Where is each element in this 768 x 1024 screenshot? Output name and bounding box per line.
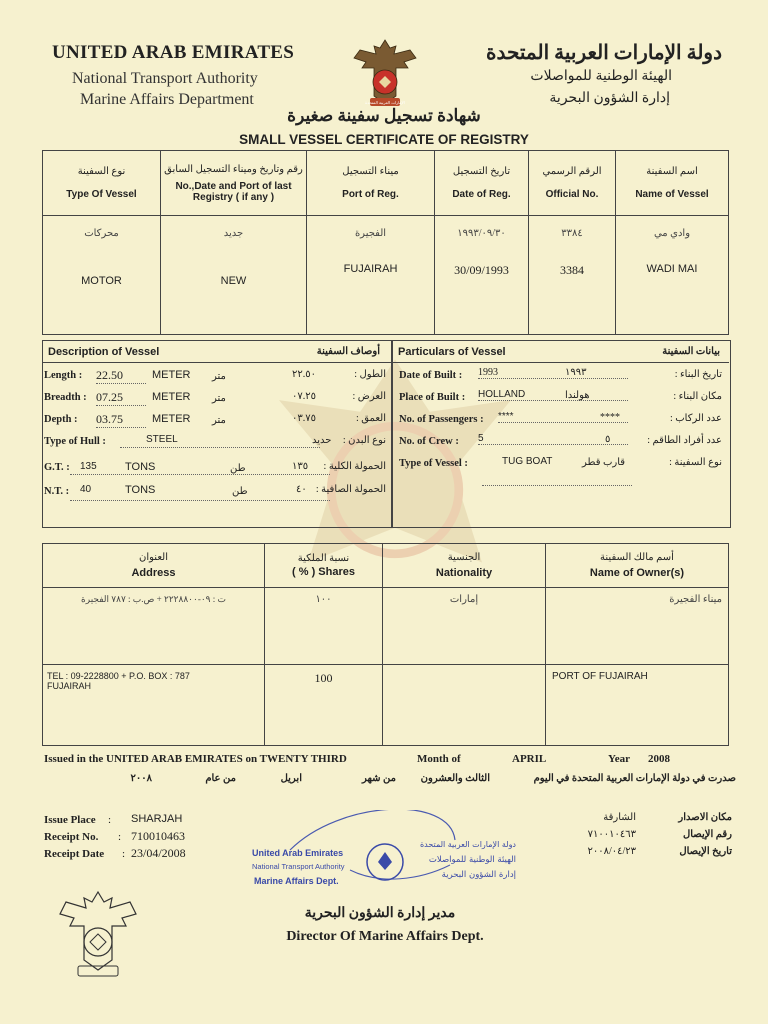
col-header-en: Name of Vessel bbox=[635, 189, 709, 200]
issue-place-value: SHARJAH bbox=[131, 813, 183, 825]
issued-day-ar: الثالث والعشرون bbox=[420, 773, 490, 784]
issued-month: APRIL bbox=[512, 753, 547, 765]
col-header-en: Type Of Vessel bbox=[66, 189, 137, 200]
owner-share-value: 100 bbox=[314, 671, 333, 685]
stamp-ar-line1: دولة الإمارات العربية المتحدة bbox=[419, 840, 516, 849]
gt-label: G.T. : bbox=[44, 462, 70, 473]
director-title-en: Director Of Marine Affairs Dept. bbox=[286, 929, 484, 944]
depth-label-ar: العمق : bbox=[355, 413, 386, 424]
issued-year-ar: ٢٠٠٨ bbox=[130, 773, 152, 784]
receipt-date-value-ar: ٢٠٠٨/٠٤/٢٣ bbox=[587, 846, 636, 857]
owners-col-ar: الجنسية bbox=[447, 552, 481, 563]
hull-dotted-line bbox=[120, 447, 320, 448]
receipt-date-label-ar: تاريخ الإيصال bbox=[679, 846, 732, 857]
owners-col-en: ( % ) Shares bbox=[292, 566, 355, 578]
issued-year-label-ar: من عام bbox=[205, 773, 236, 784]
crew-value: 5 bbox=[478, 433, 628, 445]
stamp-en-line1: United Arab Emirates bbox=[252, 848, 344, 858]
crew-label: No. of Crew : bbox=[399, 436, 459, 447]
registry-table bbox=[42, 150, 729, 335]
description-title-en: Description of Vessel bbox=[48, 346, 160, 358]
breadth-value-ar: ٠٧.٢٥ bbox=[292, 391, 316, 402]
owner-share-ar: ١٠٠ bbox=[315, 594, 332, 605]
built-place-label: Place of Built : bbox=[399, 392, 466, 403]
passengers-label: No. of Passengers : bbox=[399, 414, 484, 425]
nt-unit-ar: طن bbox=[232, 486, 248, 497]
gt-value: 135 bbox=[80, 461, 97, 472]
nt-value-ar: ٤٠ bbox=[296, 484, 307, 495]
director-title-ar: مدير إدارة الشؤون البحرية bbox=[304, 906, 456, 921]
depth-unit: METER bbox=[152, 413, 191, 425]
owners-col-ar: أسم مالك السفينة bbox=[600, 552, 674, 563]
built-place-label-ar: مكان البناء : bbox=[673, 391, 722, 402]
col-header-ar: اسم السفينة bbox=[646, 166, 698, 177]
issue-place-colon: : bbox=[108, 814, 112, 826]
passengers-value: **** bbox=[498, 411, 628, 423]
owner-nationality-ar: إمارات bbox=[449, 594, 479, 605]
nt-label-ar: الحمولة الصافية : bbox=[315, 484, 386, 495]
particulars-title-ar: بيانات السفينة bbox=[662, 346, 720, 357]
official-stamp-icon bbox=[250, 810, 520, 890]
hull-value: STEEL bbox=[146, 434, 178, 445]
gt-dotted-line bbox=[70, 474, 330, 475]
issue-place-value-ar: الشارقة bbox=[603, 812, 636, 823]
length-value-ar: ٢٢.٥٠ bbox=[292, 369, 316, 380]
official-no-value: 3384 bbox=[560, 263, 584, 277]
length-label: Length : bbox=[44, 370, 83, 381]
depth-value: 03.75 bbox=[96, 412, 146, 428]
vessel-type-particular: TUG BOAT bbox=[502, 456, 553, 467]
vessel-type-ar: محركات bbox=[84, 228, 119, 239]
breadth-label: Breadth : bbox=[44, 392, 87, 403]
owner-name-value: PORT OF FUJAIRAH bbox=[552, 671, 648, 682]
authority-en: National Transport Authority bbox=[72, 70, 258, 87]
hull-value-ar: حديد bbox=[312, 435, 332, 446]
certificate-title-en: SMALL VESSEL CERTIFICATE OF REGISTRY bbox=[239, 132, 529, 147]
vessel-type-particular-ar: قارب قطر bbox=[582, 457, 626, 468]
receipt-no-value-ar: ٧١٠٠١٠٤٦٣ bbox=[587, 829, 636, 840]
description-title-ar: أوصاف السفينة bbox=[316, 346, 380, 357]
last-registry-value: NEW bbox=[220, 275, 247, 287]
depth-unit-ar: متر bbox=[212, 415, 226, 426]
receipt-no-label-ar: رقم الإيصال bbox=[682, 829, 732, 840]
port-of-reg-value: FUJAIRAH bbox=[343, 263, 398, 275]
receipt-no-colon: : bbox=[118, 831, 122, 843]
particulars-title-en: Particulars of Vessel bbox=[398, 346, 506, 358]
built-date-label-ar: تاريخ البناء : bbox=[674, 369, 722, 380]
gt-label-ar: الحمولة الكلية : bbox=[323, 461, 386, 472]
last-registry-ar: جديد bbox=[223, 228, 244, 239]
vessel-name-ar: وادي مي bbox=[653, 228, 691, 239]
owner-address-ar: ت : ٠٩-٢٢٢٨٨٠٠ + ص.ب : ٧٨٧ الفجيرة bbox=[81, 594, 226, 604]
panel-divider bbox=[42, 362, 729, 363]
issued-month-label-ar: من شهر bbox=[362, 773, 396, 784]
passengers-label-ar: عدد الركاب : bbox=[669, 413, 722, 424]
certificate-title-ar: شهادة تسجيل سفينة صغيرة bbox=[287, 106, 481, 125]
gt-unit: TONS bbox=[125, 461, 156, 473]
receipt-date-value: 23/04/2008 bbox=[131, 846, 186, 860]
breadth-value: 07.25 bbox=[96, 390, 146, 406]
built-date-label: Date of Built : bbox=[399, 370, 463, 381]
vessel-type-value: MOTOR bbox=[81, 275, 122, 287]
date-of-reg-ar: ١٩٩٣/٠٩/٣٠ bbox=[457, 228, 506, 239]
col-header-ar: ميناء التسجيل bbox=[342, 166, 399, 177]
issue-place-label-ar: مكان الاصدار bbox=[678, 812, 732, 823]
hull-label: Type of Hull : bbox=[44, 436, 106, 447]
length-unit: METER bbox=[152, 369, 191, 381]
issued-year-label: Year bbox=[608, 753, 630, 765]
col-header-ar: تاريخ التسجيل bbox=[452, 166, 511, 177]
owner-name-ar: ميناء الفجيرة bbox=[669, 594, 722, 605]
receipt-date-label: Receipt Date bbox=[44, 848, 105, 860]
issued-year: 2008 bbox=[648, 753, 670, 765]
country-title-ar: دولة الإمارات العربية المتحدة bbox=[486, 42, 722, 64]
bottom-emblem-icon bbox=[56, 886, 140, 982]
uae-emblem-icon bbox=[350, 36, 420, 110]
stamp-ar-line2: الهيئة الوطنية للمواصلات bbox=[428, 855, 516, 865]
breadth-label-ar: العرض : bbox=[352, 391, 386, 402]
depth-value-ar: ٠٣.٧٥ bbox=[292, 413, 316, 424]
owners-col-en: Name of Owner(s) bbox=[589, 567, 685, 579]
length-label-ar: الطول : bbox=[354, 369, 386, 380]
nt-dotted-line bbox=[70, 500, 330, 501]
issue-place-label: Issue Place bbox=[44, 814, 96, 826]
nt-value: 40 bbox=[80, 484, 92, 495]
vessel-type-label-ar: نوع السفينة : bbox=[669, 457, 722, 468]
col-header-en: Official No. bbox=[545, 189, 599, 200]
depth-label: Depth : bbox=[44, 414, 78, 425]
built-date-value: 1993 bbox=[478, 367, 628, 379]
built-date-ar: ١٩٩٣ bbox=[565, 367, 587, 378]
passengers-ar: **** bbox=[600, 412, 620, 423]
emblem-ribbon-text: الإمارات العربية المتحدة bbox=[365, 100, 405, 105]
department-ar: إدارة الشؤون البحرية bbox=[549, 91, 670, 106]
gt-unit-ar: طن bbox=[230, 463, 246, 474]
issued-text-ar: صدرت في دولة الإمارات العربية المتحدة في اليوم bbox=[533, 773, 736, 784]
country-title-en: UNITED ARAB EMIRATES bbox=[52, 42, 295, 63]
col-header-en: Date of Reg. bbox=[452, 189, 511, 200]
issued-text-en: Issued in the UNITED ARAB EMIRATES on TWENTY THIRD bbox=[44, 753, 347, 765]
length-value: 22.50 bbox=[96, 368, 146, 384]
port-of-reg-ar: الفجيرة bbox=[354, 228, 387, 239]
length-unit-ar: متر bbox=[212, 371, 226, 382]
date-of-reg-value: 30/09/1993 bbox=[454, 263, 509, 277]
col-header-en: No.,Date and Port of last Registry ( if any ) bbox=[175, 180, 292, 203]
gt-value-ar: ١٣٥ bbox=[292, 461, 309, 472]
receipt-no-label: Receipt No. bbox=[44, 831, 99, 843]
nt-unit: TONS bbox=[125, 484, 156, 496]
col-header-ar: الرقم الرسمي bbox=[542, 166, 602, 177]
stamp-en-line3: Marine Affairs Dept. bbox=[254, 876, 339, 886]
col-header-ar: نوع السفينة bbox=[77, 166, 126, 177]
vessel-name-value: WADI MAI bbox=[646, 263, 698, 275]
department-en: Marine Affairs Department bbox=[80, 91, 254, 108]
vessel-type-label: Type of Vessel : bbox=[399, 458, 468, 469]
col-header-ar: رقم وتاريخ وميناء التسجيل السابق bbox=[164, 163, 303, 175]
receipt-no-value: 710010463 bbox=[131, 829, 185, 843]
breadth-unit-ar: متر bbox=[212, 393, 226, 404]
built-place-ar: هولندا bbox=[565, 390, 590, 401]
official-no-ar: ٣٣٨٤ bbox=[561, 228, 583, 239]
owners-col-en: Address bbox=[131, 567, 176, 579]
vessel-type-dotted-line bbox=[482, 485, 632, 486]
crew-ar: ٥ bbox=[605, 434, 611, 445]
owner-address-value: TEL : 09-2228800 + P.O. BOX : 787 FUJAIRAH bbox=[47, 671, 190, 691]
owners-col-ar: نسبة الملكية bbox=[297, 553, 350, 564]
built-place-value: HOLLAND bbox=[478, 389, 628, 401]
receipt-date-colon: : bbox=[122, 848, 126, 860]
col-header-en: Port of Reg. bbox=[342, 189, 399, 200]
breadth-unit: METER bbox=[152, 391, 191, 403]
stamp-en-line2: National Transport Authority bbox=[252, 862, 345, 871]
authority-ar: الهيئة الوطنية للمواصلات bbox=[530, 69, 672, 84]
owners-table bbox=[42, 543, 729, 746]
owners-col-ar: العنوان bbox=[139, 552, 168, 563]
crew-label-ar: عدد أفراد الطاقم : bbox=[647, 435, 722, 446]
stamp-ar-line3: إدارة الشؤون البحرية bbox=[441, 870, 516, 880]
issued-month-ar: ابريل bbox=[280, 773, 302, 784]
issued-month-label: Month of bbox=[417, 753, 461, 765]
hull-label-ar: نوع البدن : bbox=[342, 435, 386, 446]
owners-col-en: Nationality bbox=[435, 567, 493, 579]
nt-label: N.T. : bbox=[44, 486, 70, 497]
